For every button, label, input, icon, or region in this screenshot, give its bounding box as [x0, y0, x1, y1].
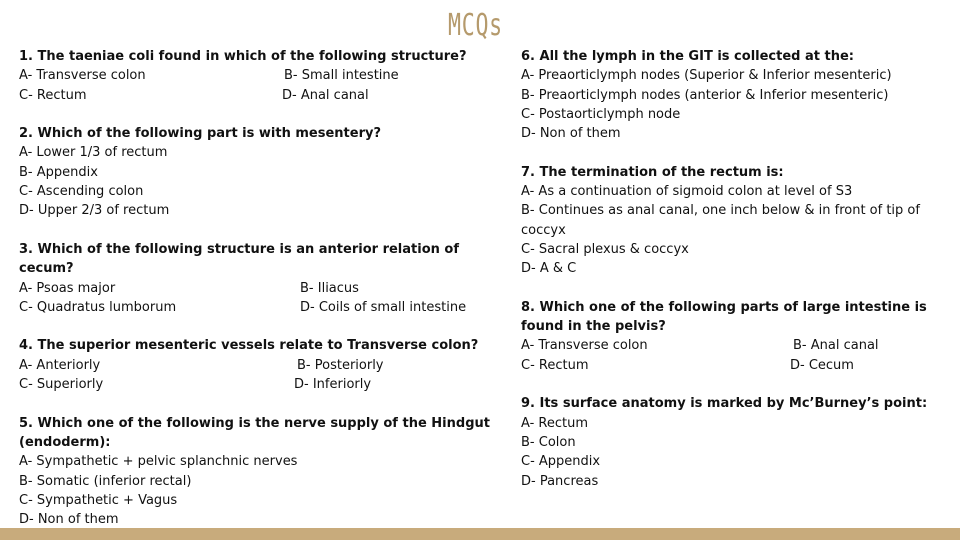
question-5-option-c: C- Sympathetic + Vagus [19, 492, 178, 508]
question-8 [521, 298, 941, 375]
question-6 [521, 47, 941, 143]
question-2-option-c: C- Ascending colon [19, 184, 144, 200]
question-1-option-c: C- Rectum [19, 87, 87, 103]
question-5-option-d: D- Non of them [19, 512, 119, 528]
question-3-option-d: D- Coils of small intestine [300, 299, 467, 315]
question-1-row-2 [19, 86, 479, 105]
footer-bar [0, 528, 960, 540]
question-4-option-a: A- Anteriorly [19, 357, 101, 373]
question-4-row-1 [19, 356, 479, 375]
question-8-option-d: D- Cecum [790, 357, 854, 373]
question-3-option-a: A- Psoas major [19, 280, 116, 296]
question-8-row-2 [521, 356, 941, 375]
question-7-option-b-line-1: B- Continues as anal canal, one inch below & in front of tip of [521, 203, 920, 219]
question-2-option-b: B- Appendix [19, 164, 98, 180]
question-5-text-line-1: 5. Which one of the following is the nerve supply of the Hindgut [19, 415, 490, 431]
question-8-option-a: A- Transverse colon [521, 338, 648, 354]
question-3-option-b: B- Iliacus [300, 280, 359, 296]
question-1-text: 1. The taeniae coli found in which of the following structure? [19, 49, 467, 64]
question-1-option-d: D- Anal canal [282, 87, 369, 103]
question-6-option-d: D- Non of them [521, 126, 621, 142]
question-2-option-a: A- Lower 1/3 of rectum [19, 145, 168, 161]
question-3-text-line-1: 3. Which of the following structure is an anterior relation of [19, 241, 459, 257]
question-3-row-1 [19, 279, 479, 298]
question-4-option-b: B- Posteriorly [297, 357, 384, 373]
left-column [19, 47, 490, 549]
question-6-text: 6. All the lymph in the GIT is collected at the: [521, 49, 854, 64]
question-4-option-d: D- Inferiorly [294, 377, 372, 393]
question-3 [19, 240, 479, 317]
question-4 [19, 336, 479, 394]
question-1-option-a: A- Transverse colon [19, 68, 146, 84]
question-3-row-2 [19, 298, 479, 317]
question-9-option-a: A- Rectum [521, 415, 589, 431]
question-4-text: 4. The superior mesenteric vessels relate to Transverse colon? [19, 338, 479, 354]
question-4-option-c: C- Superiorly [19, 377, 104, 393]
question-7-option-d: D- A & C [521, 261, 577, 277]
right-column [521, 47, 941, 510]
question-5-option-a: A- Sympathetic + pelvic splanchnic nerves [19, 454, 298, 470]
question-1-row-1 [19, 66, 479, 85]
question-9-text: 9. Its surface anatomy is marked by Mc’Burney’s point: [521, 396, 928, 412]
question-9 [521, 394, 941, 490]
question-6-option-c: C- Postaorticlymph node [521, 106, 681, 122]
question-7 [521, 163, 941, 279]
question-9-option-b: B- Colon [521, 434, 576, 450]
question-2 [19, 124, 479, 220]
question-7-option-c: C- Sacral plexus & coccyx [521, 241, 689, 257]
question-9-option-c: C- Appendix [521, 454, 601, 470]
question-8-row-1 [521, 336, 941, 355]
question-6-option-b: B- Preaorticlymph nodes (anterior & Inferior mesenteric) [521, 87, 889, 103]
question-1-option-b: B- Small intestine [284, 68, 399, 84]
question-7-option-b-line-2: coccyx [521, 222, 566, 238]
question-7-option-a: A- As a continuation of sigmoid colon at level of S3 [521, 184, 853, 200]
question-5-option-b: B- Somatic (inferior rectal) [19, 473, 192, 489]
question-3-text-line-2: cecum? [19, 261, 74, 277]
question-8-text-line-1: 8. Which one of the following parts of large intestine is [521, 299, 927, 315]
question-3-option-c: C- Quadratus lumborum [19, 299, 177, 315]
question-6-option-a: A- Preaorticlymph nodes (Superior & Inferior mesenteric) [521, 68, 892, 84]
question-7-text: 7. The termination of the rectum is: [521, 164, 784, 180]
question-2-option-d: D- Upper 2/3 of rectum [19, 203, 170, 219]
question-5 [19, 414, 490, 530]
question-5-text-line-2: (endoderm): [19, 434, 111, 450]
question-8-option-c: C- Rectum [521, 357, 589, 373]
question-1 [19, 47, 479, 105]
question-8-option-b: B- Anal canal [793, 338, 879, 354]
question-4-row-2 [19, 375, 479, 394]
question-8-text-line-2: found in the pelvis? [521, 319, 666, 335]
slide-title: MCQs [448, 8, 503, 43]
question-9-option-d: D- Pancreas [521, 473, 599, 489]
question-2-text: 2. Which of the following part is with mesentery? [19, 126, 381, 142]
